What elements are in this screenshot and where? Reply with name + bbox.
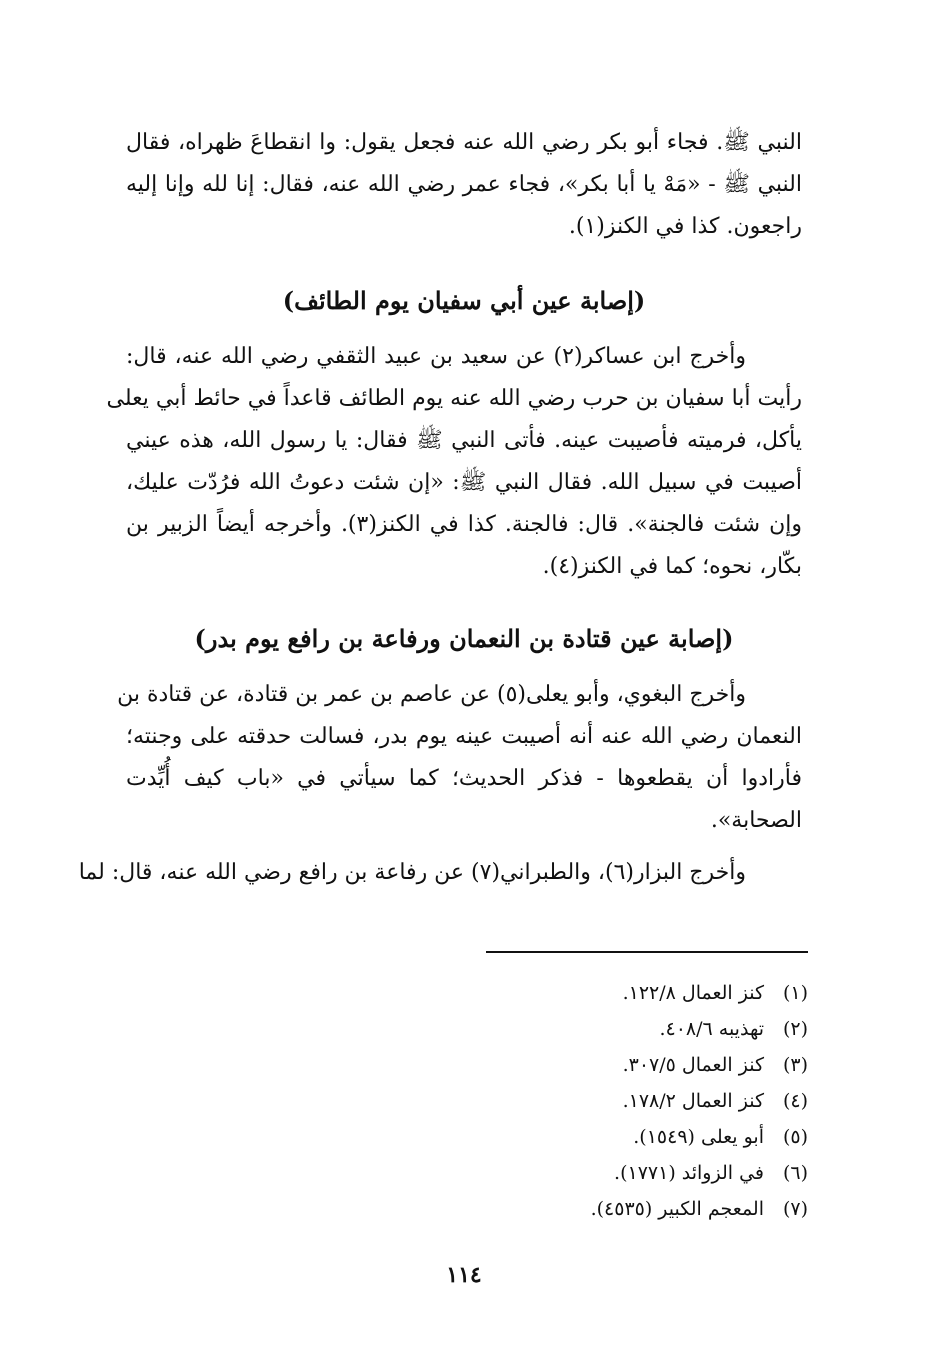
footnote-text: كنز العمال ٣٠٧/٥. xyxy=(622,1054,764,1076)
footnote xyxy=(623,1088,808,1114)
footnote xyxy=(633,1124,808,1150)
body-line: وأخرج البغوي، وأبو يعلى(٥) عن عاصم بن عمر بن قتادة، عن قتادة بن xyxy=(117,682,746,707)
body-line: أصيبت في سبيل الله. فقال النبي ﷺ: «إن شئت دعوتُ الله فرُدّت عليك، xyxy=(126,470,802,495)
footnote-text: كنز العمال ١٧٨/٢. xyxy=(622,1090,764,1112)
footnote-number: (٢) xyxy=(782,1018,808,1040)
body-line: راجعون. كذا في الكنز(١). xyxy=(568,214,802,239)
footnote-text: المعجم الكبير (٤٥٣٥). xyxy=(590,1198,764,1220)
body-line: وإن شئت فالجنة». قال: فالجنة. كذا في الكنز(٣). وأخرجه أيضاً الزبير بن xyxy=(126,512,802,537)
footnote xyxy=(623,1052,808,1078)
footnote-number: (٥) xyxy=(782,1126,808,1148)
body-line: وأخرج البزار(٦)، والطبراني(٧) عن رفاعة بن رافع رضي الله عنه، قال: لما xyxy=(78,860,746,885)
footnote xyxy=(623,980,808,1006)
footnote-text: تهذيبه ٤٠٨/٦. xyxy=(659,1018,764,1040)
body-line: فأرادوا أن يقطعوها - فذكر الحديث؛ كما سيأتي في «باب كيف أُيِّدت xyxy=(126,766,802,791)
footnote-text: في الزوائد (١٧٧١). xyxy=(614,1162,764,1184)
footnote-number: (٦) xyxy=(782,1162,808,1184)
body-line: وأخرج ابن عساكر(٢) عن سعيد بن عبيد الثقفي رضي الله عنه، قال: xyxy=(126,344,747,369)
footnote-separator xyxy=(486,951,808,953)
body-line: الصحابة». xyxy=(710,808,802,833)
body-line: يأكل، فرميته فأصيبت عينه. فأتى النبي ﷺ فقال: يا رسول الله، هذه عيني xyxy=(126,428,802,453)
footnote xyxy=(591,1196,808,1222)
body-line: النبي ﷺ - «مَهْ يا أبا بكر»، فجاء عمر رضي الله عنه، فقال: إنا لله وإنا إليه xyxy=(126,172,802,197)
footnote-text: أبو يعلى (١٥٤٩). xyxy=(633,1126,764,1148)
page-number: ١١٤ xyxy=(446,1262,482,1288)
body-line: النعمان رضي الله عنه أنه أصيبت عينه يوم بدر، فسالت حدقته على وجنته؛ xyxy=(126,724,802,749)
footnote-number: (٤) xyxy=(782,1090,808,1112)
footnote-number: (١) xyxy=(782,982,808,1004)
footnote-text: كنز العمال ١٢٢/٨. xyxy=(622,982,764,1004)
body-line: بكّار، نحوه؛ كما في الكنز(٤). xyxy=(542,554,802,579)
section-heading: (إصابة عين أبي سفيان يوم الطائف) xyxy=(282,286,646,315)
footnote xyxy=(614,1160,808,1186)
footnote-number: (٣) xyxy=(782,1054,808,1076)
body-line: رأيت أبا سفيان بن حرب رضي الله عنه يوم الطائف قاعداً في حائط أبي يعلى xyxy=(106,386,802,411)
footnote-number: (٧) xyxy=(782,1198,808,1220)
footnote xyxy=(659,1016,808,1042)
body-line: النبي ﷺ. فجاء أبو بكر رضي الله عنه فجعل يقول: وا انقطاعَ ظهراه، فقال xyxy=(126,130,802,155)
section-heading: (إصابة عين قتادة بن النعمان ورفاعة بن رافع يوم بدر) xyxy=(194,624,734,653)
